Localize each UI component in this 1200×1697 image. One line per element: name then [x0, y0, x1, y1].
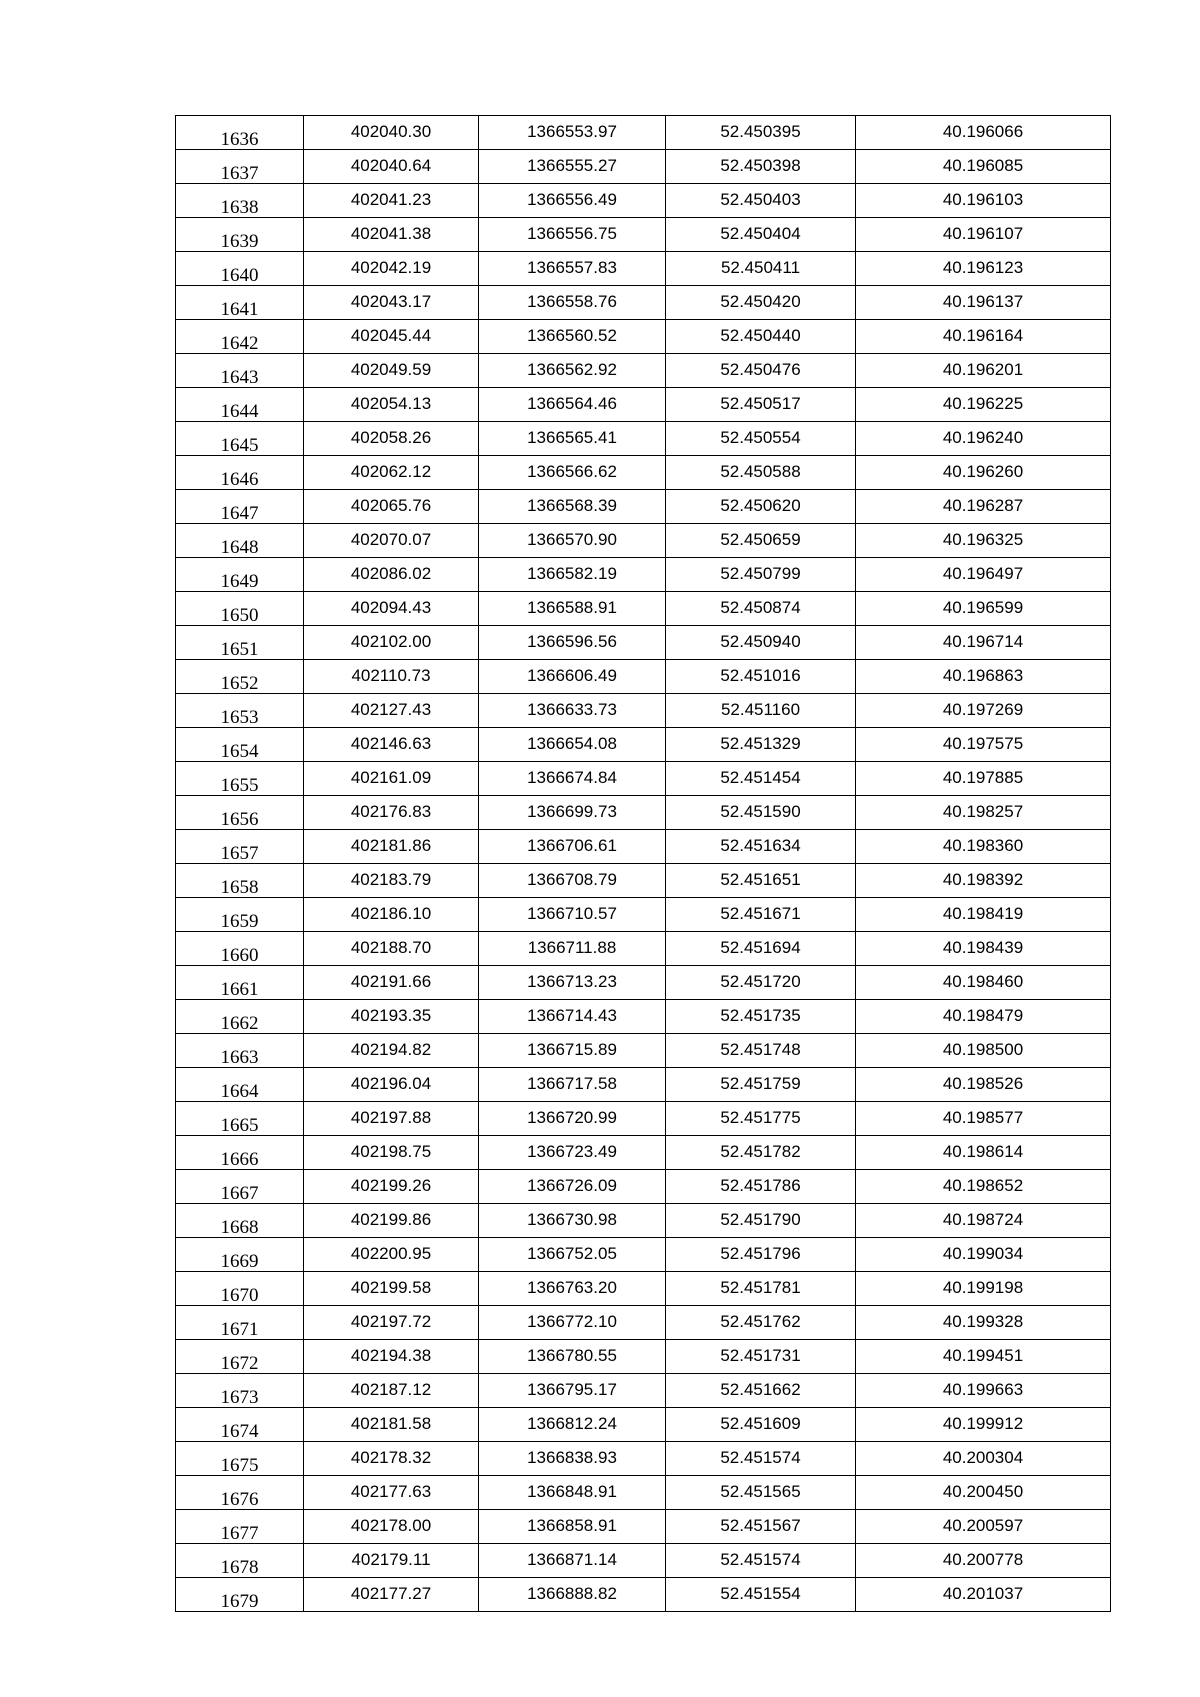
table-row	[176, 184, 1111, 218]
table-row	[176, 558, 1111, 592]
longitude-cell: 40.196107	[856, 218, 1111, 252]
point-number-cell: 1636	[176, 116, 304, 150]
point-number-cell: 1678	[176, 1544, 304, 1578]
longitude-cell: 40.198652	[856, 1170, 1111, 1204]
latitude-cell: 52.450799	[666, 558, 856, 592]
y-coordinate-cell: 1366708.79	[479, 864, 666, 898]
y-coordinate-cell: 1366763.20	[479, 1272, 666, 1306]
y-coordinate-cell: 1366723.49	[479, 1136, 666, 1170]
table-row	[176, 796, 1111, 830]
y-coordinate-cell: 1366564.46	[479, 388, 666, 422]
point-number-cell: 1642	[176, 320, 304, 354]
point-number-cell: 1664	[176, 1068, 304, 1102]
point-number-cell: 1671	[176, 1306, 304, 1340]
point-number-cell: 1670	[176, 1272, 304, 1306]
latitude-cell: 52.450517	[666, 388, 856, 422]
x-coordinate-cell: 402181.58	[304, 1408, 479, 1442]
table-row	[176, 1204, 1111, 1238]
latitude-cell: 52.451329	[666, 728, 856, 762]
point-number-cell: 1660	[176, 932, 304, 966]
longitude-cell: 40.198419	[856, 898, 1111, 932]
table-row	[176, 1510, 1111, 1544]
y-coordinate-cell: 1366717.58	[479, 1068, 666, 1102]
longitude-cell: 40.196164	[856, 320, 1111, 354]
table-row	[176, 150, 1111, 184]
latitude-cell: 52.451574	[666, 1544, 856, 1578]
point-number-cell: 1646	[176, 456, 304, 490]
point-number-cell: 1643	[176, 354, 304, 388]
latitude-cell: 52.451016	[666, 660, 856, 694]
table-row	[176, 320, 1111, 354]
latitude-cell: 52.451609	[666, 1408, 856, 1442]
x-coordinate-cell: 402196.04	[304, 1068, 479, 1102]
longitude-cell: 40.196287	[856, 490, 1111, 524]
y-coordinate-cell: 1366858.91	[479, 1510, 666, 1544]
table-row	[176, 1000, 1111, 1034]
longitude-cell: 40.196863	[856, 660, 1111, 694]
longitude-cell: 40.196240	[856, 422, 1111, 456]
y-coordinate-cell: 1366838.93	[479, 1442, 666, 1476]
point-number-cell: 1676	[176, 1476, 304, 1510]
point-number-cell: 1651	[176, 626, 304, 660]
table-row	[176, 1102, 1111, 1136]
longitude-cell: 40.199328	[856, 1306, 1111, 1340]
table-row	[176, 456, 1111, 490]
table-row	[176, 898, 1111, 932]
y-coordinate-cell: 1366654.08	[479, 728, 666, 762]
longitude-cell: 40.196714	[856, 626, 1111, 660]
latitude-cell: 52.450404	[666, 218, 856, 252]
table-row	[176, 1238, 1111, 1272]
point-number-cell: 1647	[176, 490, 304, 524]
y-coordinate-cell: 1366795.17	[479, 1374, 666, 1408]
table-row	[176, 1374, 1111, 1408]
point-number-cell: 1679	[176, 1578, 304, 1612]
x-coordinate-cell: 402043.17	[304, 286, 479, 320]
y-coordinate-cell: 1366715.89	[479, 1034, 666, 1068]
y-coordinate-cell: 1366570.90	[479, 524, 666, 558]
longitude-cell: 40.200450	[856, 1476, 1111, 1510]
table-row	[176, 1170, 1111, 1204]
y-coordinate-cell: 1366706.61	[479, 830, 666, 864]
latitude-cell: 52.451567	[666, 1510, 856, 1544]
point-number-cell: 1677	[176, 1510, 304, 1544]
table-row	[176, 252, 1111, 286]
latitude-cell: 52.450940	[666, 626, 856, 660]
x-coordinate-cell: 402198.75	[304, 1136, 479, 1170]
longitude-cell: 40.200304	[856, 1442, 1111, 1476]
y-coordinate-cell: 1366699.73	[479, 796, 666, 830]
longitude-cell: 40.199198	[856, 1272, 1111, 1306]
x-coordinate-cell: 402045.44	[304, 320, 479, 354]
latitude-cell: 52.451662	[666, 1374, 856, 1408]
longitude-cell: 40.198460	[856, 966, 1111, 1000]
x-coordinate-cell: 402199.86	[304, 1204, 479, 1238]
point-number-cell: 1639	[176, 218, 304, 252]
x-coordinate-cell: 402193.35	[304, 1000, 479, 1034]
latitude-cell: 52.451748	[666, 1034, 856, 1068]
table-row	[176, 388, 1111, 422]
latitude-cell: 52.451565	[666, 1476, 856, 1510]
x-coordinate-cell: 402049.59	[304, 354, 479, 388]
point-number-cell: 1675	[176, 1442, 304, 1476]
x-coordinate-cell: 402191.66	[304, 966, 479, 1000]
coordinates-table	[175, 115, 1111, 1612]
longitude-cell: 40.198724	[856, 1204, 1111, 1238]
table-row	[176, 286, 1111, 320]
table-row	[176, 762, 1111, 796]
point-number-cell: 1662	[176, 1000, 304, 1034]
x-coordinate-cell: 402183.79	[304, 864, 479, 898]
table-row	[176, 864, 1111, 898]
longitude-cell: 40.196325	[856, 524, 1111, 558]
table-row	[176, 1272, 1111, 1306]
longitude-cell: 40.201037	[856, 1578, 1111, 1612]
x-coordinate-cell: 402041.23	[304, 184, 479, 218]
point-number-cell: 1656	[176, 796, 304, 830]
table-row	[176, 354, 1111, 388]
longitude-cell: 40.197575	[856, 728, 1111, 762]
longitude-cell: 40.198392	[856, 864, 1111, 898]
y-coordinate-cell: 1366888.82	[479, 1578, 666, 1612]
x-coordinate-cell: 402065.76	[304, 490, 479, 524]
latitude-cell: 52.451720	[666, 966, 856, 1000]
y-coordinate-cell: 1366558.76	[479, 286, 666, 320]
y-coordinate-cell: 1366711.88	[479, 932, 666, 966]
coordinates-table-body	[176, 116, 1111, 1612]
table-row	[176, 1068, 1111, 1102]
table-row	[176, 1136, 1111, 1170]
latitude-cell: 52.451160	[666, 694, 856, 728]
table-row	[176, 1034, 1111, 1068]
point-number-cell: 1637	[176, 150, 304, 184]
point-number-cell: 1661	[176, 966, 304, 1000]
y-coordinate-cell: 1366772.10	[479, 1306, 666, 1340]
latitude-cell: 52.450659	[666, 524, 856, 558]
latitude-cell: 52.451762	[666, 1306, 856, 1340]
longitude-cell: 40.198439	[856, 932, 1111, 966]
x-coordinate-cell: 402094.43	[304, 592, 479, 626]
y-coordinate-cell: 1366560.52	[479, 320, 666, 354]
longitude-cell: 40.199663	[856, 1374, 1111, 1408]
point-number-cell: 1655	[176, 762, 304, 796]
point-number-cell: 1668	[176, 1204, 304, 1238]
latitude-cell: 52.450395	[666, 116, 856, 150]
latitude-cell: 52.451796	[666, 1238, 856, 1272]
point-number-cell: 1659	[176, 898, 304, 932]
latitude-cell: 52.451786	[666, 1170, 856, 1204]
latitude-cell: 52.451781	[666, 1272, 856, 1306]
table-row	[176, 932, 1111, 966]
latitude-cell: 52.451574	[666, 1442, 856, 1476]
longitude-cell: 40.198479	[856, 1000, 1111, 1034]
longitude-cell: 40.196066	[856, 116, 1111, 150]
x-coordinate-cell: 402110.73	[304, 660, 479, 694]
y-coordinate-cell: 1366568.39	[479, 490, 666, 524]
y-coordinate-cell: 1366674.84	[479, 762, 666, 796]
latitude-cell: 52.450440	[666, 320, 856, 354]
table-row	[176, 966, 1111, 1000]
y-coordinate-cell: 1366588.91	[479, 592, 666, 626]
y-coordinate-cell: 1366812.24	[479, 1408, 666, 1442]
x-coordinate-cell: 402194.38	[304, 1340, 479, 1374]
table-row	[176, 830, 1111, 864]
y-coordinate-cell: 1366710.57	[479, 898, 666, 932]
y-coordinate-cell: 1366566.62	[479, 456, 666, 490]
longitude-cell: 40.196123	[856, 252, 1111, 286]
y-coordinate-cell: 1366606.49	[479, 660, 666, 694]
y-coordinate-cell: 1366713.23	[479, 966, 666, 1000]
x-coordinate-cell: 402179.11	[304, 1544, 479, 1578]
x-coordinate-cell: 402197.72	[304, 1306, 479, 1340]
y-coordinate-cell: 1366730.98	[479, 1204, 666, 1238]
longitude-cell: 40.196137	[856, 286, 1111, 320]
y-coordinate-cell: 1366565.41	[479, 422, 666, 456]
y-coordinate-cell: 1366780.55	[479, 1340, 666, 1374]
point-number-cell: 1638	[176, 184, 304, 218]
x-coordinate-cell: 402086.02	[304, 558, 479, 592]
x-coordinate-cell: 402062.12	[304, 456, 479, 490]
point-number-cell: 1654	[176, 728, 304, 762]
latitude-cell: 52.450476	[666, 354, 856, 388]
y-coordinate-cell: 1366633.73	[479, 694, 666, 728]
x-coordinate-cell: 402178.32	[304, 1442, 479, 1476]
x-coordinate-cell: 402200.95	[304, 1238, 479, 1272]
x-coordinate-cell: 402187.12	[304, 1374, 479, 1408]
longitude-cell: 40.200778	[856, 1544, 1111, 1578]
latitude-cell: 52.451651	[666, 864, 856, 898]
longitude-cell: 40.200597	[856, 1510, 1111, 1544]
latitude-cell: 52.450398	[666, 150, 856, 184]
x-coordinate-cell: 402070.07	[304, 524, 479, 558]
x-coordinate-cell: 402194.82	[304, 1034, 479, 1068]
y-coordinate-cell: 1366555.27	[479, 150, 666, 184]
x-coordinate-cell: 402197.88	[304, 1102, 479, 1136]
table-row	[176, 1476, 1111, 1510]
point-number-cell: 1657	[176, 830, 304, 864]
longitude-cell: 40.196497	[856, 558, 1111, 592]
y-coordinate-cell: 1366720.99	[479, 1102, 666, 1136]
latitude-cell: 52.450403	[666, 184, 856, 218]
table-row	[176, 1340, 1111, 1374]
y-coordinate-cell: 1366871.14	[479, 1544, 666, 1578]
table-row	[176, 694, 1111, 728]
table-row	[176, 524, 1111, 558]
longitude-cell: 40.198360	[856, 830, 1111, 864]
table-row	[176, 1578, 1111, 1612]
x-coordinate-cell: 402058.26	[304, 422, 479, 456]
point-number-cell: 1649	[176, 558, 304, 592]
longitude-cell: 40.198257	[856, 796, 1111, 830]
latitude-cell: 52.451782	[666, 1136, 856, 1170]
y-coordinate-cell: 1366562.92	[479, 354, 666, 388]
longitude-cell: 40.196225	[856, 388, 1111, 422]
x-coordinate-cell: 402177.63	[304, 1476, 479, 1510]
latitude-cell: 52.450620	[666, 490, 856, 524]
y-coordinate-cell: 1366556.75	[479, 218, 666, 252]
point-number-cell: 1650	[176, 592, 304, 626]
point-number-cell: 1672	[176, 1340, 304, 1374]
x-coordinate-cell: 402102.00	[304, 626, 479, 660]
longitude-cell: 40.196103	[856, 184, 1111, 218]
latitude-cell: 52.451554	[666, 1578, 856, 1612]
latitude-cell: 52.451759	[666, 1068, 856, 1102]
x-coordinate-cell: 402146.63	[304, 728, 479, 762]
latitude-cell: 52.450411	[666, 252, 856, 286]
point-number-cell: 1658	[176, 864, 304, 898]
latitude-cell: 52.451634	[666, 830, 856, 864]
latitude-cell: 52.451454	[666, 762, 856, 796]
x-coordinate-cell: 402178.00	[304, 1510, 479, 1544]
latitude-cell: 52.450554	[666, 422, 856, 456]
y-coordinate-cell: 1366752.05	[479, 1238, 666, 1272]
longitude-cell: 40.198500	[856, 1034, 1111, 1068]
y-coordinate-cell: 1366556.49	[479, 184, 666, 218]
longitude-cell: 40.196260	[856, 456, 1111, 490]
point-number-cell: 1669	[176, 1238, 304, 1272]
y-coordinate-cell: 1366596.56	[479, 626, 666, 660]
table-row	[176, 422, 1111, 456]
table-row	[176, 660, 1111, 694]
longitude-cell: 40.199451	[856, 1340, 1111, 1374]
y-coordinate-cell: 1366557.83	[479, 252, 666, 286]
y-coordinate-cell: 1366848.91	[479, 1476, 666, 1510]
longitude-cell: 40.198614	[856, 1136, 1111, 1170]
point-number-cell: 1641	[176, 286, 304, 320]
latitude-cell: 52.451735	[666, 1000, 856, 1034]
point-number-cell: 1645	[176, 422, 304, 456]
x-coordinate-cell: 402177.27	[304, 1578, 479, 1612]
latitude-cell: 52.451731	[666, 1340, 856, 1374]
latitude-cell: 52.450874	[666, 592, 856, 626]
point-number-cell: 1667	[176, 1170, 304, 1204]
table-row	[176, 1442, 1111, 1476]
table-row	[176, 116, 1111, 150]
longitude-cell: 40.197885	[856, 762, 1111, 796]
latitude-cell: 52.451671	[666, 898, 856, 932]
x-coordinate-cell: 402199.26	[304, 1170, 479, 1204]
longitude-cell: 40.196599	[856, 592, 1111, 626]
longitude-cell: 40.196201	[856, 354, 1111, 388]
point-number-cell: 1644	[176, 388, 304, 422]
y-coordinate-cell: 1366714.43	[479, 1000, 666, 1034]
x-coordinate-cell: 402188.70	[304, 932, 479, 966]
x-coordinate-cell: 402181.86	[304, 830, 479, 864]
point-number-cell: 1640	[176, 252, 304, 286]
y-coordinate-cell: 1366582.19	[479, 558, 666, 592]
point-number-cell: 1665	[176, 1102, 304, 1136]
table-row	[176, 218, 1111, 252]
longitude-cell: 40.198577	[856, 1102, 1111, 1136]
point-number-cell: 1653	[176, 694, 304, 728]
longitude-cell: 40.199034	[856, 1238, 1111, 1272]
x-coordinate-cell: 402040.64	[304, 150, 479, 184]
longitude-cell: 40.198526	[856, 1068, 1111, 1102]
x-coordinate-cell: 402054.13	[304, 388, 479, 422]
latitude-cell: 52.450420	[666, 286, 856, 320]
point-number-cell: 1666	[176, 1136, 304, 1170]
longitude-cell: 40.196085	[856, 150, 1111, 184]
table-row	[176, 1408, 1111, 1442]
table-row	[176, 592, 1111, 626]
x-coordinate-cell: 402040.30	[304, 116, 479, 150]
x-coordinate-cell: 402186.10	[304, 898, 479, 932]
latitude-cell: 52.451694	[666, 932, 856, 966]
point-number-cell: 1673	[176, 1374, 304, 1408]
table-row	[176, 1306, 1111, 1340]
x-coordinate-cell: 402127.43	[304, 694, 479, 728]
x-coordinate-cell: 402161.09	[304, 762, 479, 796]
latitude-cell: 52.451590	[666, 796, 856, 830]
point-number-cell: 1652	[176, 660, 304, 694]
table-row	[176, 1544, 1111, 1578]
point-number-cell: 1648	[176, 524, 304, 558]
y-coordinate-cell: 1366726.09	[479, 1170, 666, 1204]
x-coordinate-cell: 402176.83	[304, 796, 479, 830]
y-coordinate-cell: 1366553.97	[479, 116, 666, 150]
x-coordinate-cell: 402041.38	[304, 218, 479, 252]
x-coordinate-cell: 402199.58	[304, 1272, 479, 1306]
point-number-cell: 1663	[176, 1034, 304, 1068]
table-row	[176, 728, 1111, 762]
table-row	[176, 490, 1111, 524]
table-row	[176, 626, 1111, 660]
longitude-cell: 40.197269	[856, 694, 1111, 728]
point-number-cell: 1674	[176, 1408, 304, 1442]
latitude-cell: 52.451775	[666, 1102, 856, 1136]
longitude-cell: 40.199912	[856, 1408, 1111, 1442]
x-coordinate-cell: 402042.19	[304, 252, 479, 286]
latitude-cell: 52.450588	[666, 456, 856, 490]
latitude-cell: 52.451790	[666, 1204, 856, 1238]
